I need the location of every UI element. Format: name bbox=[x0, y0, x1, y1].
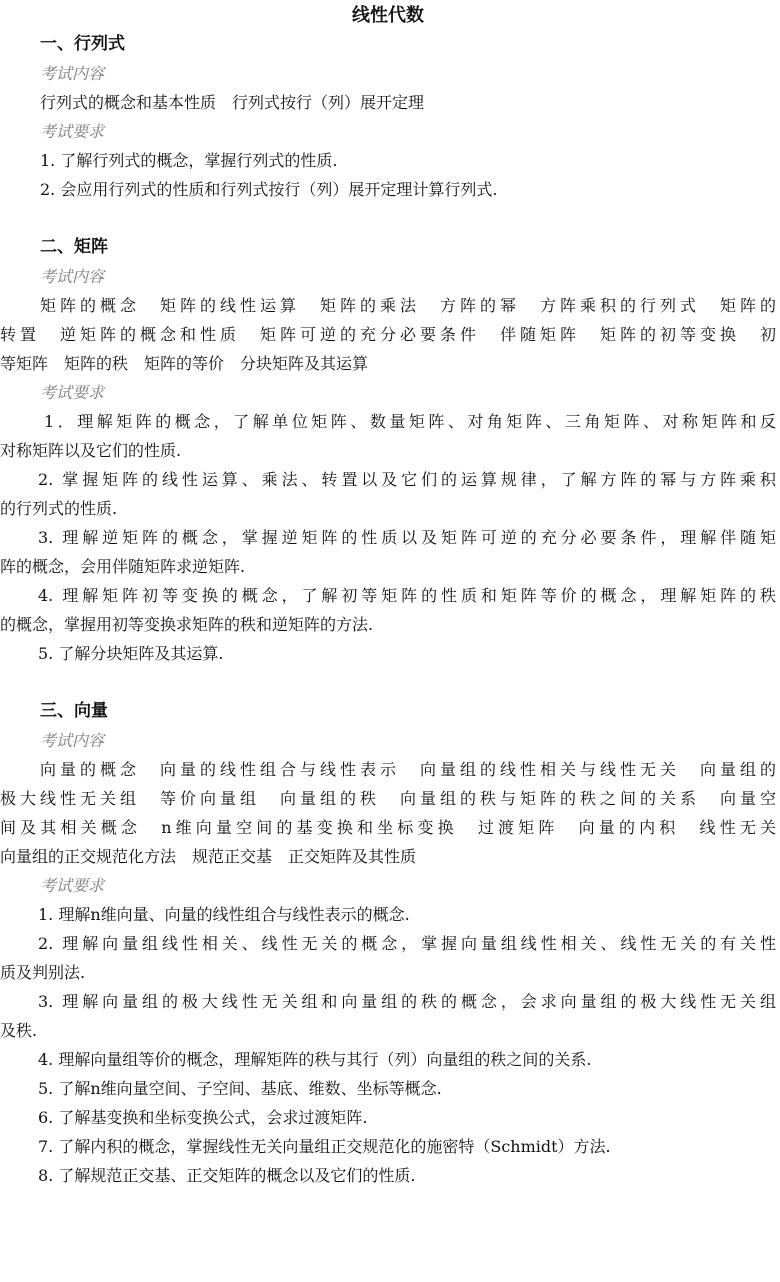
exam-requirement-label: 考试要求 bbox=[40, 122, 105, 141]
content-line: 向量组的正交规范化方法 规范正交基 正交矩阵及其性质 bbox=[0, 847, 417, 866]
requirement-line: 的概念，掌握用初等变换求矩阵的秩和逆矩阵的方法. bbox=[0, 615, 374, 634]
requirement-line: 4. 理解矩阵初等变换的概念，了解初等矩阵的性质和矩阵等价的概念，理解矩阵的秩 bbox=[38, 586, 776, 605]
document-page bbox=[0, 2, 780, 1282]
requirement-line: 阵的概念，会用伴随矩阵求逆矩阵. bbox=[0, 557, 246, 576]
requirement-line: 2. 理解向量组线性相关、线性无关的概念，掌握向量组线性相关、线性无关的有关性 bbox=[38, 934, 776, 953]
requirement-line: 质及判别法. bbox=[0, 963, 86, 982]
requirement-line: 及秩. bbox=[0, 1021, 38, 1040]
requirement-line: 对称矩阵以及它们的性质. bbox=[0, 441, 182, 460]
section-spacer bbox=[0, 668, 776, 697]
section-heading-vector: 三、向量 bbox=[40, 701, 108, 721]
requirement-line: 4. 理解向量组等价的概念，理解矩阵的秩与其行（列）向量组的秩之间的关系. bbox=[38, 1050, 592, 1069]
section-heading-determinant: 一、行列式 bbox=[40, 34, 125, 54]
requirement-line: 1．理解矩阵的概念，了解单位矩阵、数量矩阵、对角矩阵、三角矩阵、对称矩阵和反 bbox=[44, 412, 776, 431]
content-line: 极大线性无关组 等价向量组 向量组的秩 向量组的秩与矩阵的秩之间的关系 向量空 bbox=[0, 789, 776, 808]
requirement-line: 5. 了解n维向量空间、子空间、基底、维数、坐标等概念. bbox=[38, 1079, 442, 1098]
requirement-line: 6. 了解基变换和坐标变换公式，会求过渡矩阵. bbox=[38, 1108, 368, 1127]
requirement-line: 2. 掌握矩阵的线性运算、乘法、转置以及它们的运算规律，了解方阵的幂与方阵乘积 bbox=[38, 470, 776, 489]
content-line: 等矩阵 矩阵的秩 矩阵的等价 分块矩阵及其运算 bbox=[0, 354, 369, 373]
section-spacer bbox=[0, 204, 776, 233]
requirement-line: 1. 了解行列式的概念，掌握行列式的性质. bbox=[40, 151, 338, 170]
exam-content-label: 考试内容 bbox=[40, 731, 105, 750]
requirement-line: 1. 理解n维向量、向量的线性组合与线性表示的概念. bbox=[38, 905, 410, 924]
page-title: 线性代数 bbox=[352, 5, 424, 26]
requirement-line: 5. 了解分块矩阵及其运算. bbox=[38, 644, 224, 663]
content-line: 行列式的概念和基本性质 行列式按行（列）展开定理 bbox=[40, 93, 425, 112]
requirement-line: 7. 了解内积的概念，掌握线性无关向量组正交规范化的施密特（Schmidt）方法. bbox=[38, 1137, 611, 1156]
exam-content-label: 考试内容 bbox=[40, 64, 105, 83]
requirement-line: 8. 了解规范正交基、正交矩阵的概念以及它们的性质. bbox=[38, 1166, 416, 1185]
content-line: 向量的概念 向量的线性组合与线性表示 向量组的线性相关与线性无关 向量组的 bbox=[40, 760, 776, 779]
content-line: 转置 逆矩阵的概念和性质 矩阵可逆的充分必要条件 伴随矩阵 矩阵的初等变换 初 bbox=[0, 325, 776, 344]
requirement-line: 3. 理解逆矩阵的概念，掌握逆矩阵的性质以及矩阵可逆的充分必要条件，理解伴随矩 bbox=[38, 528, 776, 547]
requirement-line: 2. 会应用行列式的性质和行列式按行（列）展开定理计算行列式. bbox=[40, 180, 498, 199]
content-line: 间及其相关概念 n维向量空间的基变换和坐标变换 过渡矩阵 向量的内积 线性无关 bbox=[0, 818, 776, 837]
content-line: 矩阵的概念 矩阵的线性运算 矩阵的乘法 方阵的幂 方阵乘积的行列式 矩阵的 bbox=[40, 296, 776, 315]
exam-content-label: 考试内容 bbox=[40, 267, 105, 286]
requirement-line: 3. 理解向量组的极大线性无关组和向量组的秩的概念，会求向量组的极大线性无关组 bbox=[38, 992, 776, 1011]
exam-requirement-label: 考试要求 bbox=[40, 383, 105, 402]
exam-requirement-label: 考试要求 bbox=[40, 876, 105, 895]
section-heading-matrix: 二、矩阵 bbox=[40, 237, 108, 257]
requirement-line: 的行列式的性质. bbox=[0, 499, 118, 518]
